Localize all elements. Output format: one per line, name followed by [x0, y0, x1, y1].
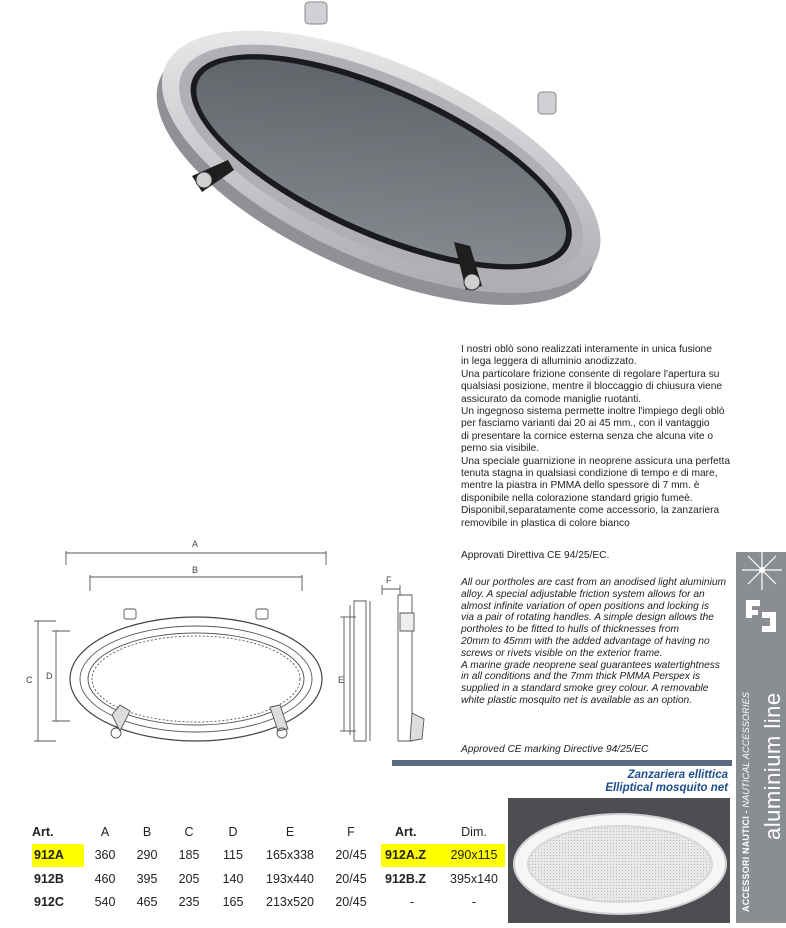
brand-tagline-bold: ACCESSORI NAUTICI - — [741, 807, 751, 912]
desc-en-line: All our portholes are cast from an anodised light aluminium — [461, 577, 727, 588]
desc-it-line: I nostri oblò sono realizzati interamente in unica fusione — [461, 344, 712, 355]
cell-article: - — [409, 895, 415, 910]
cell-article: 912C — [34, 895, 64, 910]
dimensions-table — [32, 820, 378, 914]
desc-it-line: di presentare la cornice esterna senza che alcuna vite o — [461, 430, 714, 442]
cell: 360 — [94, 848, 116, 863]
cell-article: 912A.Z — [381, 844, 443, 868]
cell: 205 — [178, 871, 200, 886]
desc-it-line: Una particolare frizione consente di regolare l'apertura su — [461, 368, 720, 380]
table-row — [381, 891, 505, 915]
technical-drawing — [20, 535, 440, 750]
cell-article: 912A — [32, 844, 84, 868]
dim-label-a: A — [192, 539, 199, 549]
desc-it-line: per fasciamo varianti dai 20 ai 45 mm., con il vantaggio — [461, 418, 710, 430]
desc-it-line: perno sia visibile. — [461, 443, 540, 455]
description-italian — [461, 344, 761, 530]
cell: 193x440 — [266, 871, 314, 886]
brand-tagline — [741, 692, 751, 912]
desc-en-line: via a pair of rotating handles. A simple design allows the — [461, 612, 714, 624]
cell: 115 — [223, 848, 243, 863]
table-row — [32, 891, 378, 915]
table-header-row — [381, 820, 505, 844]
cell: 460 — [94, 871, 116, 886]
net-title-it: Zanzariera ellittica — [627, 769, 728, 781]
table-row — [381, 844, 505, 868]
dim-label-f: F — [386, 575, 392, 585]
hinge-right — [538, 92, 556, 114]
col-header: D — [228, 824, 238, 839]
dim-label-d: D — [46, 671, 53, 681]
desc-it-line: qualsiasi posizione, mentre il bloccaggio di chiusura viene — [461, 381, 723, 393]
brand-tagline-italic: NAUTICAL ACCESSORIES — [741, 691, 751, 808]
cell-article: 912B.Z — [385, 871, 426, 886]
col-header: F — [347, 824, 355, 839]
cell: 395 — [136, 871, 158, 886]
description-english — [461, 577, 741, 707]
col-header: Dim. — [461, 824, 487, 839]
desc-it-line: Disponibil,separatamente come accessorio, la zanzariera — [461, 505, 720, 517]
dim-label-c: C — [26, 675, 33, 685]
porthole-photo — [120, 0, 620, 330]
mosquito-net-photo — [508, 798, 730, 923]
cell: 290 — [136, 848, 158, 863]
cell-article: 912B — [34, 871, 64, 886]
cell: 395x140 — [450, 871, 498, 886]
col-header: E — [285, 824, 295, 839]
cell: 20/45 — [335, 895, 367, 910]
brand-star-icon — [740, 548, 784, 592]
desc-en-line: in all conditions and the 7mm thick PMMA Perspex is — [461, 671, 701, 683]
col-header: C — [184, 824, 194, 839]
approval-english: Approved CE marking Directive 94/25/EC — [461, 744, 649, 755]
cell: 235 — [178, 895, 200, 910]
mosquito-net-table — [381, 820, 505, 914]
brand-name: aluminium line — [760, 692, 785, 840]
section-divider — [392, 760, 732, 766]
desc-en-line: 20mm to 45mm with the added advantage of having no — [461, 635, 710, 647]
desc-en-line: screws or rivets visible on the exterior frame. — [461, 647, 663, 659]
net-title-en: Elliptical mosquito net — [605, 782, 728, 794]
table-row — [381, 867, 505, 891]
desc-en-line: A marine grade neoprene seal guarantees watertightness — [461, 659, 720, 671]
brand-logo-icon — [744, 598, 778, 634]
cell: 465 — [136, 895, 158, 910]
desc-en-line: supplied in a standard smoke grey colour. A removable — [461, 683, 709, 695]
table-row — [32, 867, 378, 891]
col-header: A — [100, 824, 110, 839]
cell: 540 — [94, 895, 116, 910]
table-row — [32, 844, 378, 868]
desc-it-line: mentre la piastra in PMMA dello spessore di 7 mm. è — [461, 480, 700, 492]
col-header: Art. — [395, 824, 417, 839]
dim-label-b: B — [192, 565, 199, 575]
desc-it-line: tenuta stagna in qualsiasi condizione di tempo e di mare, — [461, 468, 718, 480]
col-header: Art. — [32, 824, 54, 839]
cell: 140 — [222, 871, 244, 886]
hinge-top — [305, 2, 327, 24]
cell: 20/45 — [335, 848, 367, 863]
desc-it-line: in lega leggera di alluminio anodizzato. — [461, 356, 637, 368]
desc-en-line: white plastic mosquito net is available as an option. — [461, 694, 693, 706]
desc-it-line: Un ingegnoso sistema permette inoltre l'impiego degli oblò — [461, 406, 725, 418]
table-header-row — [32, 820, 378, 844]
desc-it-line: Una speciale guarnizione in neoprene assicura una perfetta — [461, 455, 731, 467]
mosquito-net-title — [560, 769, 728, 795]
desc-it-line: disponibile nella colorazione standard grigio fumeè. — [461, 492, 693, 504]
desc-en-line: alloy. A special adjustable friction system allows for an — [461, 588, 705, 600]
cell: - — [471, 895, 477, 910]
cell: 165x338 — [266, 848, 314, 863]
dim-label-e: E — [338, 675, 345, 685]
cell: 165 — [222, 895, 244, 910]
col-header: B — [142, 824, 152, 839]
desc-it-line: assicurato da comode maniglie ruotanti. — [461, 393, 642, 405]
cell: 290x115 — [443, 844, 505, 868]
desc-en-line: portholes to be fitted to hulls of thicknesses from — [461, 624, 680, 636]
desc-en-line: almost infinite variation of open positions and locking is — [461, 600, 710, 612]
cell: 185 — [178, 848, 200, 863]
cell: 20/45 — [335, 871, 367, 886]
desc-it-line: removibile in plastica di colore bianco — [461, 517, 630, 529]
approval-italian: Approvati Direttiva CE 94/25/EC. — [461, 550, 610, 561]
cell: 213x520 — [266, 895, 314, 910]
